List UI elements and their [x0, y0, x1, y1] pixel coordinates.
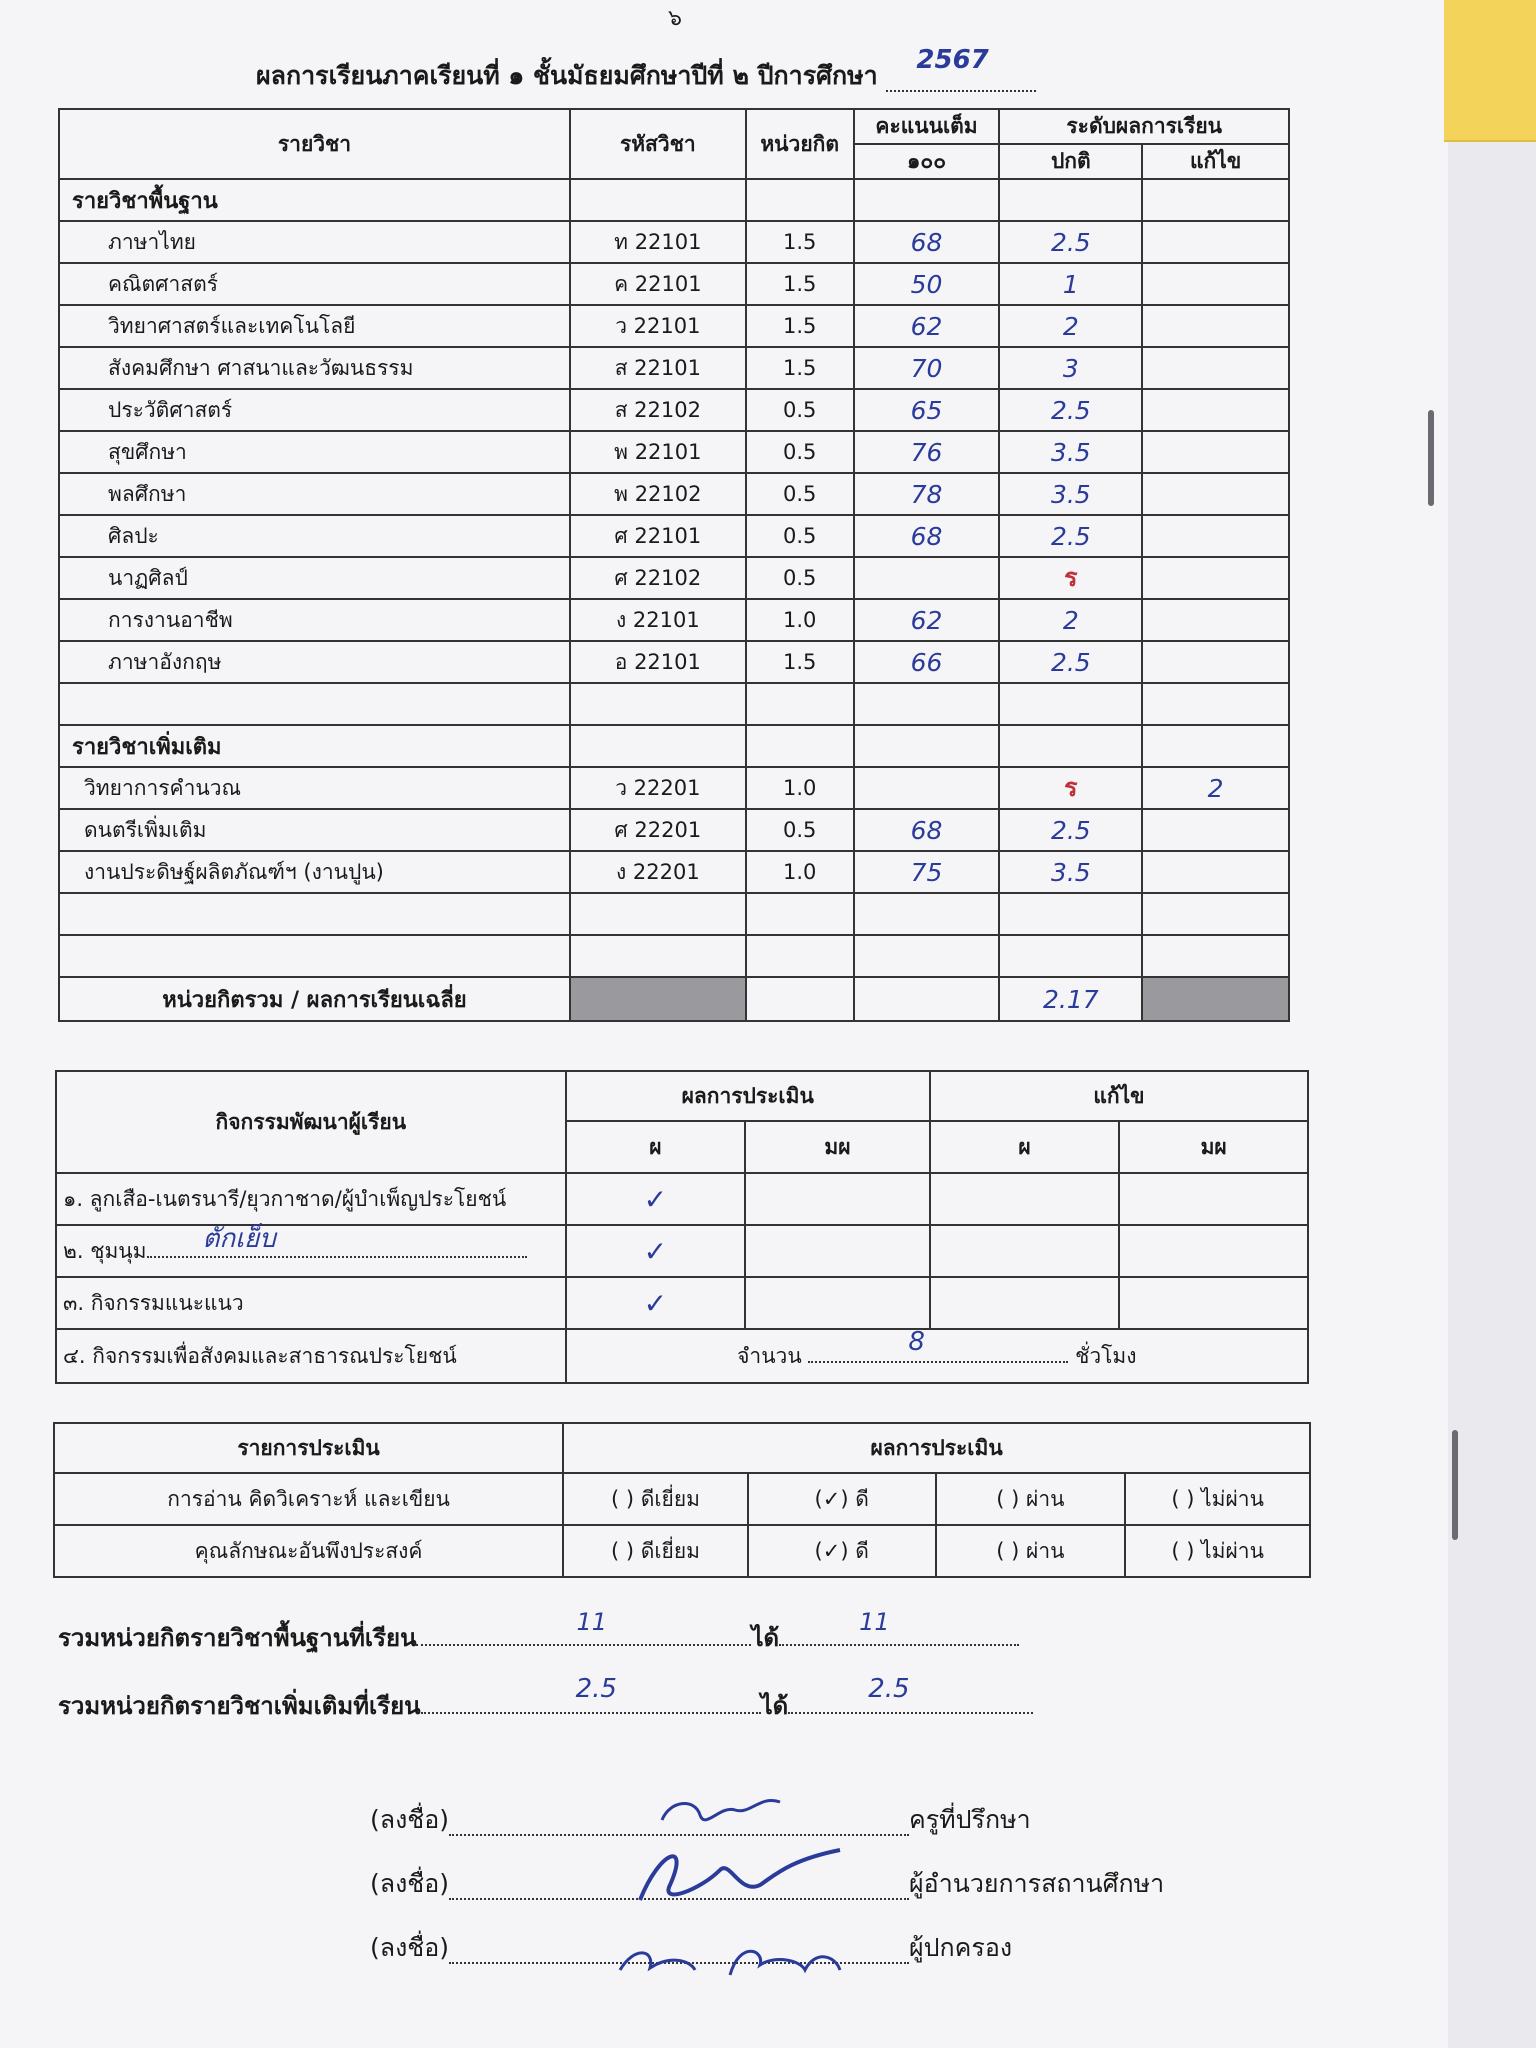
core-got-field: [779, 1608, 1019, 1646]
summary-extra-line: [58, 1674, 1033, 1725]
extra-heading-row: [59, 725, 1289, 767]
empty-cell: [746, 893, 854, 935]
subject-remedial: 2: [1142, 767, 1289, 809]
summary-got-label: ได้: [751, 1624, 780, 1652]
subject-score: [854, 767, 1000, 809]
assessment-heading: รายการประเมิน: [54, 1423, 563, 1473]
empty-cell: [570, 179, 746, 221]
summary-got-label-2: ได้: [760, 1692, 789, 1720]
hours-unit: ชั่วโมง: [1075, 1343, 1137, 1368]
subject-name: สุขศึกษา: [59, 431, 570, 473]
table-row: [59, 767, 1289, 809]
subject-name: ประวัติศาสตร์: [59, 389, 570, 431]
subject-credit: 0.5: [746, 809, 854, 851]
subject-score: 65: [854, 389, 1000, 431]
academic-year-value: 2567: [916, 45, 989, 75]
amount-label: จำนวน: [737, 1343, 802, 1368]
subject-remedial: [1142, 851, 1289, 893]
empty-cell: [746, 179, 854, 221]
sticky-note: [1444, 0, 1536, 142]
sign-prefix: (ลงชื่อ): [370, 1805, 450, 1834]
table-row: [59, 263, 1289, 305]
subject-grade: 1: [999, 263, 1142, 305]
subject-credit: 1.0: [746, 851, 854, 893]
academic-year-field: [886, 45, 1036, 92]
empty-cell: [570, 683, 746, 725]
subject-score: 78: [854, 473, 1000, 515]
total-row: [59, 977, 1289, 1021]
col-normal: ปกติ: [999, 144, 1142, 179]
subject-grade: 3.5: [999, 851, 1142, 893]
page-number: ๖: [668, 6, 682, 31]
hours-field: [808, 1326, 1068, 1363]
activity-social: ๔. กิจกรรมเพื่อสังคมและสาธารณประโยชน์: [56, 1329, 566, 1383]
subject-code: ง 22101: [570, 599, 746, 641]
core-heading-row: [59, 179, 1289, 221]
subject-name: วิทยาศาสตร์และเทคโนโลยี: [59, 305, 570, 347]
core-got-value: 11: [859, 1608, 890, 1636]
subject-name: สังคมศึกษา ศาสนาและวัฒนธรรม: [59, 347, 570, 389]
table-row: [59, 473, 1289, 515]
subject-code: ท 22101: [570, 221, 746, 263]
empty-cell: [854, 935, 1000, 977]
summary-core-label: รวมหน่วยกิตรายวิชาพื้นฐานที่เรียน: [58, 1624, 417, 1652]
subject-credit: 0.5: [746, 557, 854, 599]
subject-name: ภาษาอังกฤษ: [59, 641, 570, 683]
sign-role: ครูที่ปรึกษา: [909, 1805, 1031, 1834]
subject-score: [854, 557, 1000, 599]
empty-cell: [999, 683, 1142, 725]
subject-credit: 1.5: [746, 641, 854, 683]
club-name-field: [147, 1223, 527, 1258]
table-row: [59, 557, 1289, 599]
subject-score: 75: [854, 851, 1000, 893]
subject-remedial: [1142, 599, 1289, 641]
extra-heading-row-label: รายวิชาเพิ่มเติม: [59, 725, 570, 767]
activity-club-label: ๒. ชุมนุม: [63, 1238, 147, 1263]
subject-score: 68: [854, 809, 1000, 851]
subject-grade: 2.5: [999, 389, 1142, 431]
subject-score: 68: [854, 515, 1000, 557]
empty-cell: [854, 683, 1000, 725]
page-title: [256, 45, 1036, 96]
subject-credit: 1.5: [746, 305, 854, 347]
club-name-value: ตักเย็บ: [202, 1223, 276, 1254]
empty-cell: [746, 935, 854, 977]
table-row: [59, 389, 1289, 431]
subject-code: ส 22102: [570, 389, 746, 431]
subject-code: ศ 22102: [570, 557, 746, 599]
subject-remedial: [1142, 641, 1289, 683]
subject-remedial: [1142, 305, 1289, 347]
subject-code: ศ 22201: [570, 809, 746, 851]
subject-remedial: [1142, 347, 1289, 389]
col-full-score: คะแนนเต็ม: [854, 109, 1000, 144]
activity-club-pass: ✓: [566, 1225, 746, 1277]
activities-eval-heading: ผลการประเมิน: [566, 1071, 930, 1121]
fix-fail-col: มผ: [1119, 1121, 1308, 1173]
empty-cell: [746, 683, 854, 725]
subject-grade: 3: [999, 347, 1142, 389]
char-excellent: ( ) ดีเยี่ยม: [563, 1525, 748, 1577]
subject-name: วิทยาการคำนวณ: [59, 767, 570, 809]
table-row: [59, 599, 1289, 641]
fail-col: มผ: [745, 1121, 930, 1173]
char-fail: ( ) ไม่ผ่าน: [1125, 1525, 1310, 1577]
fix-pass-col: ผ: [930, 1121, 1120, 1173]
blank-row: [59, 893, 1289, 935]
empty-cell: [854, 893, 1000, 935]
table-row: [59, 305, 1289, 347]
subject-code: อ 22101: [570, 641, 746, 683]
empty-cell: [1142, 725, 1289, 767]
subject-credit: 1.0: [746, 599, 854, 641]
summary-extra-label: รวมหน่วยกิตรายวิชาเพิ่มเติมที่เรียน: [58, 1692, 421, 1720]
subject-name: ศิลปะ: [59, 515, 570, 557]
social-hours: [566, 1326, 1308, 1383]
table-row: [59, 515, 1289, 557]
staple-mark: [1428, 410, 1434, 506]
subject-score: 62: [854, 305, 1000, 347]
char-pass: ( ) ผ่าน: [936, 1525, 1126, 1577]
subject-score: 70: [854, 347, 1000, 389]
sign-role: ผู้อำนวยการสถานศึกษา: [909, 1869, 1165, 1898]
subject-name: นาฏศิลป์: [59, 557, 570, 599]
subject-credit: 1.5: [746, 263, 854, 305]
subject-remedial: [1142, 557, 1289, 599]
subject-name: คณิตศาสตร์: [59, 263, 570, 305]
col-subject: รายวิชา: [59, 109, 570, 179]
subject-credit: 1.0: [746, 767, 854, 809]
empty-cell: [746, 977, 854, 1021]
char-good: (✓) ดี: [748, 1525, 936, 1577]
sign-role: ผู้ปกครอง: [909, 1933, 1013, 1962]
subject-score: 66: [854, 641, 1000, 683]
subject-credit: 0.5: [746, 473, 854, 515]
pass-col: ผ: [566, 1121, 746, 1173]
extra-got-value: 2.5: [868, 1674, 910, 1704]
subject-code: ส 22101: [570, 347, 746, 389]
activities-table: [55, 1070, 1309, 1384]
empty-cell: [1142, 683, 1289, 725]
subject-remedial: [1142, 809, 1289, 851]
subject-remedial: [1142, 389, 1289, 431]
subject-credit: 1.5: [746, 347, 854, 389]
empty-cell: [570, 935, 746, 977]
assessment-table: [53, 1422, 1311, 1578]
empty-cell: [999, 725, 1142, 767]
assessment-reading: การอ่าน คิดวิเคราะห์ และเขียน: [54, 1473, 563, 1525]
activities-fix-heading: แก้ไข: [930, 1071, 1308, 1121]
activity-club: [56, 1225, 566, 1277]
table-row: [59, 809, 1289, 851]
subject-grade: ร: [999, 767, 1142, 809]
subject-code: ว 22201: [570, 767, 746, 809]
total-label: หน่วยกิตรวม / ผลการเรียนเฉลี่ย: [59, 977, 570, 1021]
subject-grade: 3.5: [999, 431, 1142, 473]
activity-guidance-pass: ✓: [566, 1277, 746, 1329]
shaded-cell: [570, 977, 746, 1021]
assessment-characteristics: คุณลักษณะอันพึงประสงค์: [54, 1525, 563, 1577]
col-full-score-value: ๑๐๐: [854, 144, 1000, 179]
sign-prefix: (ลงชื่อ): [370, 1933, 450, 1962]
subject-code: ศ 22101: [570, 515, 746, 557]
blank-row: [59, 935, 1289, 977]
subject-remedial: [1142, 515, 1289, 557]
subject-credit: 1.5: [746, 221, 854, 263]
subject-grade: ร: [999, 557, 1142, 599]
empty-cell: [59, 935, 570, 977]
blank-row: [59, 683, 1289, 725]
subject-grade: 2.5: [999, 515, 1142, 557]
subject-credit: 0.5: [746, 515, 854, 557]
subject-grade: 2.5: [999, 641, 1142, 683]
subject-grade: 2.5: [999, 221, 1142, 263]
title-text: ผลการเรียนภาคเรียนที่ ๑ ชั้นมัธยมศึกษาปีที่ ๒ ปีการศึกษา: [256, 61, 878, 90]
empty-cell: [570, 725, 746, 767]
subject-name: การงานอาชีพ: [59, 599, 570, 641]
empty-cell: [59, 683, 570, 725]
subject-code: ว 22101: [570, 305, 746, 347]
handwritten-signatures: [600, 1780, 900, 2010]
col-remedial: แก้ไข: [1142, 144, 1289, 179]
activity-guidance: ๓. กิจกรรมแนะแนว: [56, 1277, 566, 1329]
subject-name: ภาษาไทย: [59, 221, 570, 263]
empty-cell: [570, 893, 746, 935]
empty-cell: [1142, 893, 1289, 935]
reading-pass: ( ) ผ่าน: [936, 1473, 1126, 1525]
empty-cell: [999, 179, 1142, 221]
shaded-cell: [1142, 977, 1289, 1021]
subject-remedial: [1142, 221, 1289, 263]
subject-score: 76: [854, 431, 1000, 473]
empty-cell: [59, 893, 570, 935]
extra-got-field: [788, 1674, 1033, 1714]
subject-remedial: [1142, 473, 1289, 515]
col-result: ระดับผลการเรียน: [999, 109, 1289, 144]
sign-prefix: (ลงชื่อ): [370, 1869, 450, 1898]
activity-scout: ๑. ลูกเสือ-เนตรนารี/ยุวกาชาด/ผู้บำเพ็ญประโยชน์: [56, 1173, 566, 1225]
empty-cell: [1142, 179, 1289, 221]
core-heading-row-label: รายวิชาพื้นฐาน: [59, 179, 570, 221]
col-code: รหัสวิชา: [570, 109, 746, 179]
assessment-result-heading: ผลการประเมิน: [563, 1423, 1310, 1473]
subject-name: งานประดิษฐ์ผลิตภัณฑ์ฯ (งานปูน): [59, 851, 570, 893]
gpa-value: 2.17: [999, 977, 1142, 1021]
subject-code: พ 22102: [570, 473, 746, 515]
grade-table: [58, 108, 1290, 1022]
subject-name: พลศึกษา: [59, 473, 570, 515]
summary-core-line: [58, 1608, 1019, 1657]
subject-score: 50: [854, 263, 1000, 305]
extra-credit-value: 2.5: [575, 1674, 617, 1704]
table-row: [59, 431, 1289, 473]
table-row: [59, 347, 1289, 389]
reading-excellent: ( ) ดีเยี่ยม: [563, 1473, 748, 1525]
col-credit: หน่วยกิต: [746, 109, 854, 179]
core-credit-value: 11: [576, 1608, 608, 1636]
extra-credit-field: [421, 1674, 761, 1714]
empty-cell: [854, 179, 1000, 221]
core-credit-field: [416, 1608, 751, 1646]
table-row: [59, 851, 1289, 893]
subject-remedial: [1142, 431, 1289, 473]
reading-good: (✓) ดี: [748, 1473, 936, 1525]
hours-value: 8: [908, 1326, 925, 1357]
empty-cell: [854, 977, 1000, 1021]
subject-score: 68: [854, 221, 1000, 263]
empty-cell: [854, 725, 1000, 767]
subject-grade: 2: [999, 599, 1142, 641]
table-row: [59, 221, 1289, 263]
empty-cell: [1142, 935, 1289, 977]
reading-fail: ( ) ไม่ผ่าน: [1125, 1473, 1310, 1525]
subject-name: ดนตรีเพิ่มเติม: [59, 809, 570, 851]
activities-heading: กิจกรรมพัฒนาผู้เรียน: [56, 1071, 566, 1173]
subject-credit: 0.5: [746, 389, 854, 431]
subject-grade: 2.5: [999, 809, 1142, 851]
empty-cell: [999, 935, 1142, 977]
empty-cell: [746, 725, 854, 767]
subject-credit: 0.5: [746, 431, 854, 473]
subject-grade: 3.5: [999, 473, 1142, 515]
subject-remedial: [1142, 263, 1289, 305]
empty-cell: [999, 893, 1142, 935]
subject-grade: 2: [999, 305, 1142, 347]
table-row: [59, 641, 1289, 683]
activity-scout-pass: ✓: [566, 1173, 746, 1225]
staple-mark: [1452, 1430, 1458, 1540]
subject-code: ง 22201: [570, 851, 746, 893]
subject-code: พ 22101: [570, 431, 746, 473]
subject-score: 62: [854, 599, 1000, 641]
subject-code: ค 22101: [570, 263, 746, 305]
